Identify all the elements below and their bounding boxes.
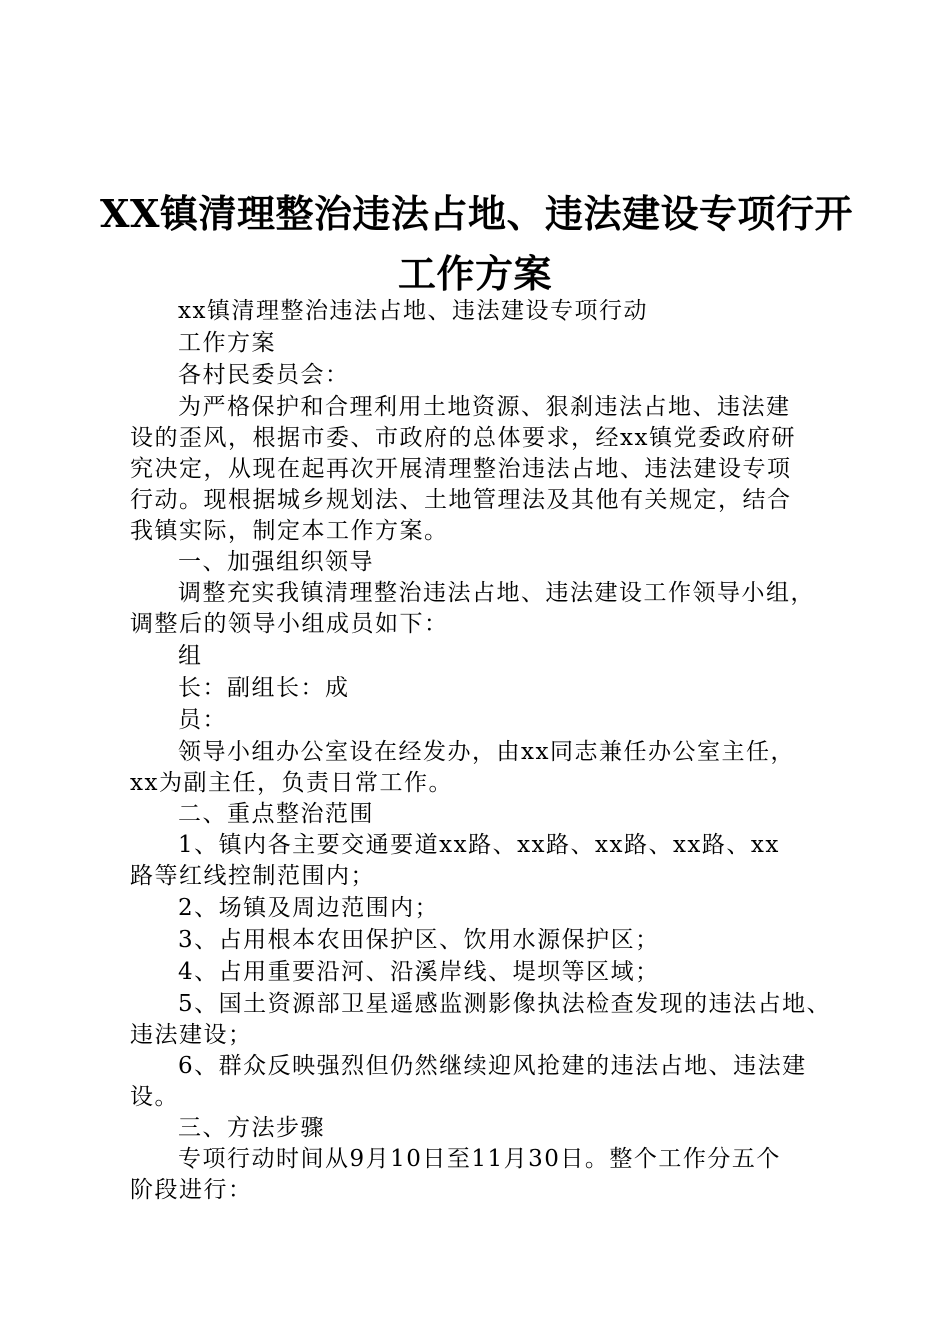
list-item-continuation: 违法建设； — [130, 1022, 253, 1048]
document-title-line-1: XX镇清理整治违法占地、违法建设专项行开 — [100, 191, 853, 236]
body-line: 组 — [178, 643, 203, 669]
body-line: 为严格保护和合理利用土地资源、狠刹违法占地、违法建 — [178, 394, 791, 420]
body-line: 我镇实际，制定本工作方案。 — [130, 518, 449, 544]
list-item: 3、占用根本农田保护区、饮用水源保护区； — [178, 927, 660, 953]
body-line: 究决定，从现在起再次开展清理整治违法占地、违法建设专项 — [130, 456, 792, 482]
list-item-continuation: 设。 — [130, 1084, 179, 1110]
body-line: 工作方案 — [178, 330, 276, 356]
list-item-continuation: 路等红线控制范围内； — [130, 863, 375, 889]
body-line: xx镇清理整治违法占地、违法建设专项行动 — [178, 298, 648, 324]
body-line: 阶段进行： — [130, 1177, 253, 1203]
body-line: 专项行动时间从9月10日至11月30日。整个工作分五个 — [178, 1146, 781, 1172]
section-heading: 二、重点整治范围 — [178, 801, 374, 827]
list-item: 5、国土资源部卫星遥感监测影像执法检查发现的违法占地、 — [178, 991, 832, 1017]
body-line: 行动。现根据城乡规划法、土地管理法及其他有关规定，结合 — [130, 487, 792, 513]
list-item: 2、场镇及周边范围内； — [178, 895, 440, 921]
body-line: 领导小组办公室设在经发办，由xx同志兼任办公室主任， — [178, 739, 795, 765]
body-line: 员： — [178, 707, 227, 733]
section-heading: 三、方法步骤 — [178, 1115, 325, 1141]
list-item: 1、镇内各主要交通要道xx路、xx路、xx路、xx路、xx — [178, 832, 780, 858]
list-item: 6、群众反映强烈但仍然继续迎风抢建的违法占地、违法建 — [178, 1053, 807, 1079]
section-heading: 一、加强组织领导 — [178, 549, 374, 575]
list-item: 4、占用重要沿河、沿溪岸线、堤坝等区域； — [178, 959, 660, 985]
body-line: xx为副主任，负责日常工作。 — [130, 770, 453, 796]
document-title-line-2: 工作方案 — [397, 251, 552, 296]
body-line: 各村民委员会： — [178, 362, 350, 388]
body-line: 调整后的领导小组成员如下： — [130, 611, 449, 637]
body-line: 长：副组长：成 — [178, 675, 350, 701]
body-line: 设的歪风，根据市委、市政府的总体要求，经xx镇党委政府研 — [130, 425, 796, 451]
body-line: 调整充实我镇清理整治违法占地、违法建设工作领导小组， — [178, 580, 815, 606]
